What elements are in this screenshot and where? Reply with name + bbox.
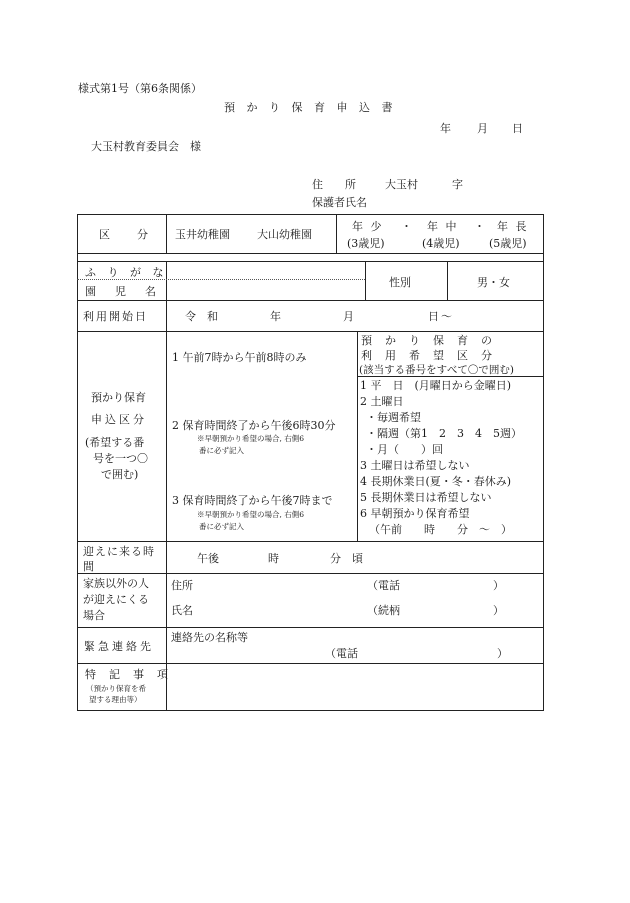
emergency-label: 緊急連絡先 — [84, 640, 154, 653]
date-year: 年 — [440, 122, 451, 135]
start-date-tilde: ～ — [441, 310, 452, 323]
category-label-4: 号を一つ〇 — [93, 452, 148, 465]
pickup-time-label-1: 迎えに来る時 — [83, 545, 155, 558]
emergency-contact-name-label: 連絡先の名称等 — [171, 631, 248, 644]
grade-senior: 年 長 — [497, 220, 529, 233]
other-pickup-relation-label: （続柄 — [367, 604, 400, 617]
category-label-3: (希望する番 — [85, 436, 145, 449]
pickup-time-hour: 時 — [268, 552, 279, 565]
start-date-label: 利用開始日 — [83, 310, 148, 323]
page-title: 預 か り 保 育 申 込 書 — [224, 101, 397, 114]
grade-middle: 年 中 — [427, 220, 459, 233]
remarks-note-2: 望する理由等） — [89, 695, 142, 704]
category-option-3: 3 保育時間終了から午後7時まで — [172, 494, 333, 507]
grade-separator-1: ・ — [401, 220, 412, 233]
pickup-time-pm: 午後 — [197, 552, 219, 565]
child-name-label: 園 児 名 — [85, 285, 160, 298]
category-option-1: 1 午前7時から午前8時のみ — [172, 351, 307, 364]
category-option-2: 2 保育時間終了から午後6時30分 — [172, 419, 336, 432]
other-pickup-label-2: が迎えにくる — [83, 593, 149, 606]
guardian-name-label: 保護者氏名 — [312, 196, 367, 209]
date-day: 日 — [512, 122, 523, 135]
division-label: 区 分 — [99, 228, 156, 241]
usage-heading-2: 利 用 希 望 区 分 — [361, 349, 493, 362]
address-village: 大玉村 — [385, 178, 418, 191]
usage-item-1: 1 平 日 (月曜日から金曜日) — [360, 379, 512, 392]
start-date-month: 月 — [343, 310, 354, 323]
address-aza: 字 — [452, 178, 463, 191]
remarks-note-1: （預かり保育を希 — [86, 684, 146, 693]
pickup-time-label-2: 間 — [83, 560, 94, 573]
emergency-phone-label: （電話 — [325, 647, 358, 660]
usage-heading-3: (該当する番号をすべて〇で囲む) — [359, 364, 514, 376]
usage-item-6: 6 早朝預かり保育希望 — [360, 507, 470, 520]
grade-separator-2: ・ — [474, 220, 485, 233]
emergency-phone-close: ） — [497, 647, 508, 660]
kindergarten-tamai: 玉井幼稚園 — [175, 228, 230, 241]
addressee: 大玉村教育委員会 様 — [91, 140, 201, 153]
usage-item-2: 2 土曜日 — [360, 395, 404, 408]
other-pickup-name-label: 氏名 — [171, 604, 193, 617]
address-label: 住 所 — [312, 178, 356, 191]
usage-item-4: 4 長期休業日(夏・冬・春休み) — [360, 475, 512, 488]
other-pickup-label-3: 場合 — [83, 609, 105, 622]
other-pickup-phone-close: ） — [493, 579, 504, 592]
other-pickup-label-1: 家族以外の人 — [83, 577, 149, 590]
usage-item-2a: ・毎週希望 — [366, 411, 421, 424]
category-option-2-note-1: ※早朝預かり希望の場合, 右側6 — [197, 434, 305, 443]
usage-heading-1: 預 か り 保 育 の — [361, 334, 493, 347]
category-option-3-note-2: 番に必ず記入 — [199, 522, 244, 531]
start-date-day: 日 — [428, 310, 439, 323]
application-form-table — [77, 214, 544, 711]
usage-item-2b: ・隔週（第1 2 3 4 5週） — [366, 427, 522, 440]
furigana-label: ふ り が な — [85, 266, 168, 279]
grade-junior: 年 少 — [352, 220, 384, 233]
other-pickup-phone-label: （電話 — [367, 579, 400, 592]
usage-item-5: 5 長期休業日は希望しない — [360, 491, 492, 504]
category-label-1: 預かり保育 — [91, 391, 146, 404]
category-option-2-note-2: 番に必ず記入 — [199, 446, 244, 455]
pickup-time-minute: 分 頃 — [330, 552, 363, 565]
date-month: 月 — [477, 122, 488, 135]
form-number: 様式第1号（第6条関係） — [78, 82, 202, 95]
category-label-5: で囲む) — [101, 468, 139, 481]
usage-item-6-time: （午前 時 分 ～ ） — [369, 523, 512, 536]
gender-label: 性別 — [389, 276, 411, 289]
category-option-3-note-1: ※早朝預かり希望の場合, 右側6 — [197, 510, 305, 519]
usage-item-3: 3 土曜日は希望しない — [360, 459, 470, 472]
remarks-label: 特 記 事 項 — [85, 668, 169, 681]
start-date-era: 令 和 — [185, 310, 218, 323]
category-label-2: 申込区分 — [91, 413, 147, 426]
other-pickup-address-label: 住所 — [171, 579, 193, 592]
age-5: (5歳児) — [489, 237, 527, 250]
usage-item-2c: ・月（ ）回 — [366, 443, 443, 456]
age-4: (4歳児) — [422, 237, 460, 250]
other-pickup-relation-close: ） — [493, 604, 504, 617]
gender-options: 男・女 — [477, 276, 510, 289]
kindergarten-oyama: 大山幼稚園 — [257, 228, 312, 241]
age-3: (3歳児) — [347, 237, 385, 250]
start-date-year: 年 — [270, 310, 281, 323]
